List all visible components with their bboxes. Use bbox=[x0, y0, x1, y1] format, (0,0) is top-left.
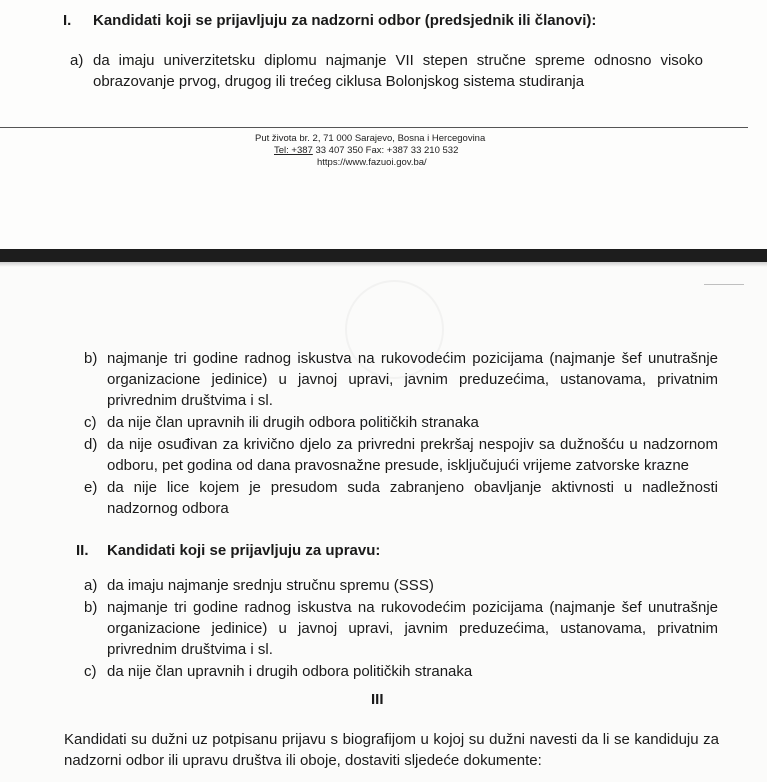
section-1-item-b-line-2: organizacione jedinice) u javnoj upravi, javnim preduzećima, ustanovama, privatnim bbox=[107, 371, 718, 388]
section-1-item-c-marker: c) bbox=[84, 414, 97, 431]
document-page-1 bbox=[0, 0, 767, 249]
page-separator bbox=[0, 249, 767, 262]
section-2-number: II. bbox=[76, 542, 89, 559]
footer-tel-rest: 33 407 350 Fax: +387 33 210 532 bbox=[312, 145, 459, 156]
footer-address: Put života br. 2, 71 000 Sarajevo, Bosna i Hercegovina bbox=[255, 133, 486, 144]
section-2-item-c-line-1: da nije član upravnih i drugih odbora političkih stranaka bbox=[107, 663, 473, 680]
page-separator-shadow bbox=[0, 262, 767, 267]
section-3-line-2: nadzorni odbor ili upravu društva ili oboje, dostaviti sljedeće dokumente: bbox=[64, 752, 542, 769]
section-1-title: Kandidati koji se prijavljuju za nadzorni odbor (predsjednik ili članovi): bbox=[93, 12, 597, 29]
section-2-title: Kandidati koji se prijavljuju za upravu: bbox=[107, 542, 381, 559]
section-2-item-b-line-2: organizacione jedinice) u javnoj upravi, javnim preduzećima, ustanovama, privatnim bbox=[107, 620, 718, 637]
section-1-item-e-marker: e) bbox=[84, 479, 98, 496]
section-2-item-a-line-1: da imaju najmanje srednju stručnu spremu (SSS) bbox=[107, 577, 434, 594]
section-1-item-b-line-1: najmanje tri godine radnog iskustva na rukovodećim pozicijama (najmanje šef unutrašnje bbox=[107, 350, 718, 367]
section-1-item-b-line-3: privrednim društvima i sl. bbox=[107, 392, 273, 409]
section-2-item-b-line-3: privrednim društvima i sl. bbox=[107, 641, 273, 658]
section-1-item-e-line-1: da nije lice kojem je presudom suda zabranjeno obavljanje aktivnosti u nadležnosti bbox=[107, 479, 718, 496]
section-1-item-a-line-2: obrazovanje prvog, drugog ili trećeg ciklusa Bolonjskog sistema studiranja bbox=[93, 73, 585, 90]
section-3-number: III bbox=[371, 691, 384, 708]
section-1-item-e-line-2: nadzornog odbora bbox=[107, 500, 229, 517]
section-2-item-b-marker: b) bbox=[84, 599, 98, 616]
section-1-item-c-line-1: da nije član upravnih ili drugih odbora političkih stranaka bbox=[107, 414, 479, 431]
section-1-item-d-line-2: odboru, pet godina od dana pravosnažne presude, isključujući vrijeme zatvorske krazne bbox=[107, 457, 690, 474]
section-2-item-b-line-1: najmanje tri godine radnog iskustva na rukovodećim pozicijama (najmanje šef unutrašnje bbox=[107, 599, 718, 616]
section-1-item-d-marker: d) bbox=[84, 436, 98, 453]
section-2-item-a-marker: a) bbox=[84, 577, 98, 594]
footer-tel-label: Tel: +387 bbox=[274, 145, 313, 156]
section-1-number: I. bbox=[63, 12, 72, 29]
footer-divider bbox=[0, 127, 748, 128]
section-3-line-1: Kandidati su dužni uz potpisanu prijavu s biografijom u kojoj su dužni navesti da li se kandiduju za bbox=[64, 731, 719, 748]
fold-mark bbox=[704, 284, 744, 285]
section-2-item-c-marker: c) bbox=[84, 663, 97, 680]
footer-phone-fax bbox=[274, 145, 458, 156]
section-1-item-a-marker: a) bbox=[70, 52, 84, 69]
footer-website: https://www.fazuoi.gov.ba/ bbox=[317, 157, 427, 168]
section-1-item-b-marker: b) bbox=[84, 350, 98, 367]
section-1-item-a-line-1: da imaju univerzitetsku diplomu najmanje VII stepen stručne spreme odnosno visoko bbox=[93, 52, 703, 69]
section-1-item-d-line-1: da nije osuđivan za krivično djelo za privredni prekršaj nespojiv sa dužnošću u nadzornom bbox=[107, 436, 718, 453]
